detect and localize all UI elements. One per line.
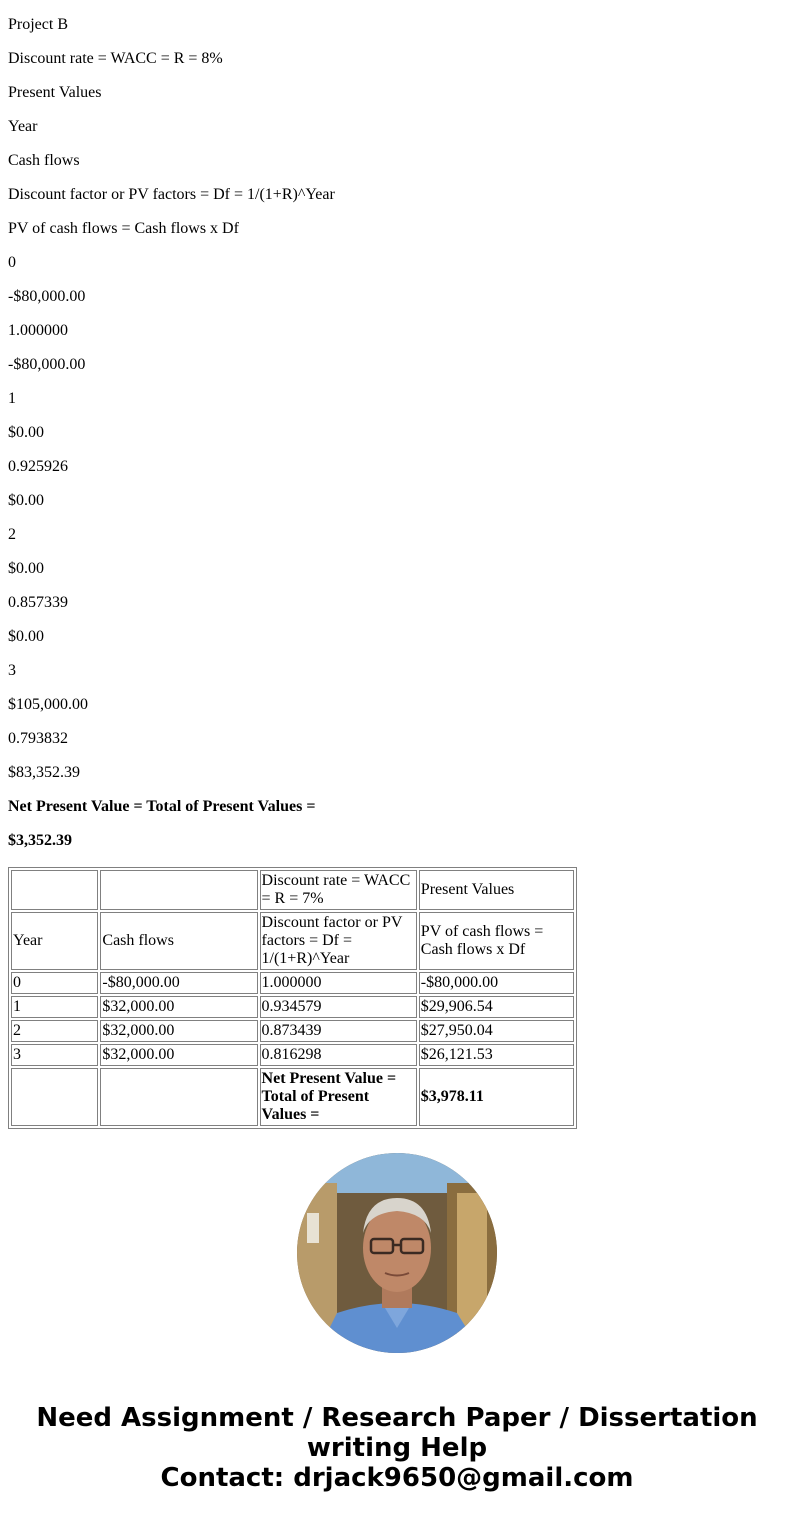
npv-value: $3,352.39 (8, 832, 72, 849)
table-header-row-1 (11, 870, 574, 910)
table-year-cell: 2 (11, 1020, 98, 1042)
table-npv-label: Net Present Value = Total of Present Values = (260, 1068, 417, 1126)
table-pv-cell: $26,121.53 (419, 1044, 574, 1066)
table-npv-row (11, 1068, 574, 1126)
row-0-df: 1.000000 (8, 322, 68, 339)
table-present-values-heading: Present Values (419, 870, 574, 910)
present-values-heading: Present Values (8, 84, 102, 101)
row-1-cash-flow: $0.00 (8, 424, 44, 441)
row-2-cash-flow: $0.00 (8, 560, 44, 577)
table-row (11, 996, 574, 1018)
npv-label: Net Present Value = Total of Present Values = (8, 798, 316, 815)
table-df-cell: 0.816298 (260, 1044, 417, 1066)
empty-cell (100, 870, 257, 910)
empty-cell (100, 1068, 257, 1126)
table-pv-cell: $27,950.04 (419, 1020, 574, 1042)
table-pv-heading: PV of cash flows = Cash flows x Df (419, 912, 574, 970)
cash-flows-heading: Cash flows (8, 152, 80, 169)
table-pv-cell: -$80,000.00 (419, 972, 574, 994)
table-pv-cell: $29,906.54 (419, 996, 574, 1018)
table-year-cell: 1 (11, 996, 98, 1018)
empty-cell (11, 870, 98, 910)
row-2-year: 2 (8, 526, 16, 543)
row-1-pv: $0.00 (8, 492, 44, 509)
table-df-cell: 0.934579 (260, 996, 417, 1018)
table-year-heading: Year (11, 912, 98, 970)
table-discount-rate: Discount rate = WACC = R = 7% (260, 870, 417, 910)
row-3-year: 3 (8, 662, 16, 679)
row-1-df: 0.925926 (8, 458, 68, 475)
person-photo-icon (297, 1153, 497, 1353)
pv-heading: PV of cash flows = Cash flows x Df (8, 220, 239, 237)
table-cash-flow-cell: -$80,000.00 (100, 972, 257, 994)
row-3-cash-flow: $105,000.00 (8, 696, 88, 713)
present-value-table (8, 867, 577, 1129)
row-2-pv: $0.00 (8, 628, 44, 645)
table-cash-flow-cell: $32,000.00 (100, 1044, 257, 1066)
table-df-cell: 0.873439 (260, 1020, 417, 1042)
table-cash-flow-cell: $32,000.00 (100, 996, 257, 1018)
promo-banner (0, 1403, 794, 1493)
discount-rate-text: Discount rate = WACC = R = 8% (8, 50, 223, 67)
year-heading: Year (8, 118, 38, 135)
table-year-cell: 3 (11, 1044, 98, 1066)
table-cash-flows-heading: Cash flows (100, 912, 257, 970)
table-row (11, 1044, 574, 1066)
promo-line-1: Need Assignment / Research Paper / Dissertation (36, 1403, 758, 1433)
table-df-cell: 1.000000 (260, 972, 417, 994)
row-3-pv: $83,352.39 (8, 764, 80, 781)
table-header-row-2 (11, 912, 574, 970)
row-0-year: 0 (8, 254, 16, 271)
project-title: Project B (8, 16, 68, 33)
row-2-df: 0.857339 (8, 594, 68, 611)
promo-line-2: writing Help (306, 1433, 488, 1463)
discount-factor-heading: Discount factor or PV factors = Df = 1/(1+R)^Year (8, 186, 335, 203)
table-df-heading: Discount factor or PV factors = Df = 1/(1+R)^Year (260, 912, 417, 970)
table-cash-flow-cell: $32,000.00 (100, 1020, 257, 1042)
table-year-cell: 0 (11, 972, 98, 994)
row-3-df: 0.793832 (8, 730, 68, 747)
row-0-pv: -$80,000.00 (8, 356, 86, 373)
row-1-year: 1 (8, 390, 16, 407)
table-row (11, 1020, 574, 1042)
promo-contact: Contact: drjack9650@gmail.com (160, 1463, 634, 1493)
empty-cell (11, 1068, 98, 1126)
table-row (11, 972, 574, 994)
document-body (8, 0, 786, 858)
table-npv-value: $3,978.11 (419, 1068, 574, 1126)
row-0-cash-flow: -$80,000.00 (8, 288, 86, 305)
